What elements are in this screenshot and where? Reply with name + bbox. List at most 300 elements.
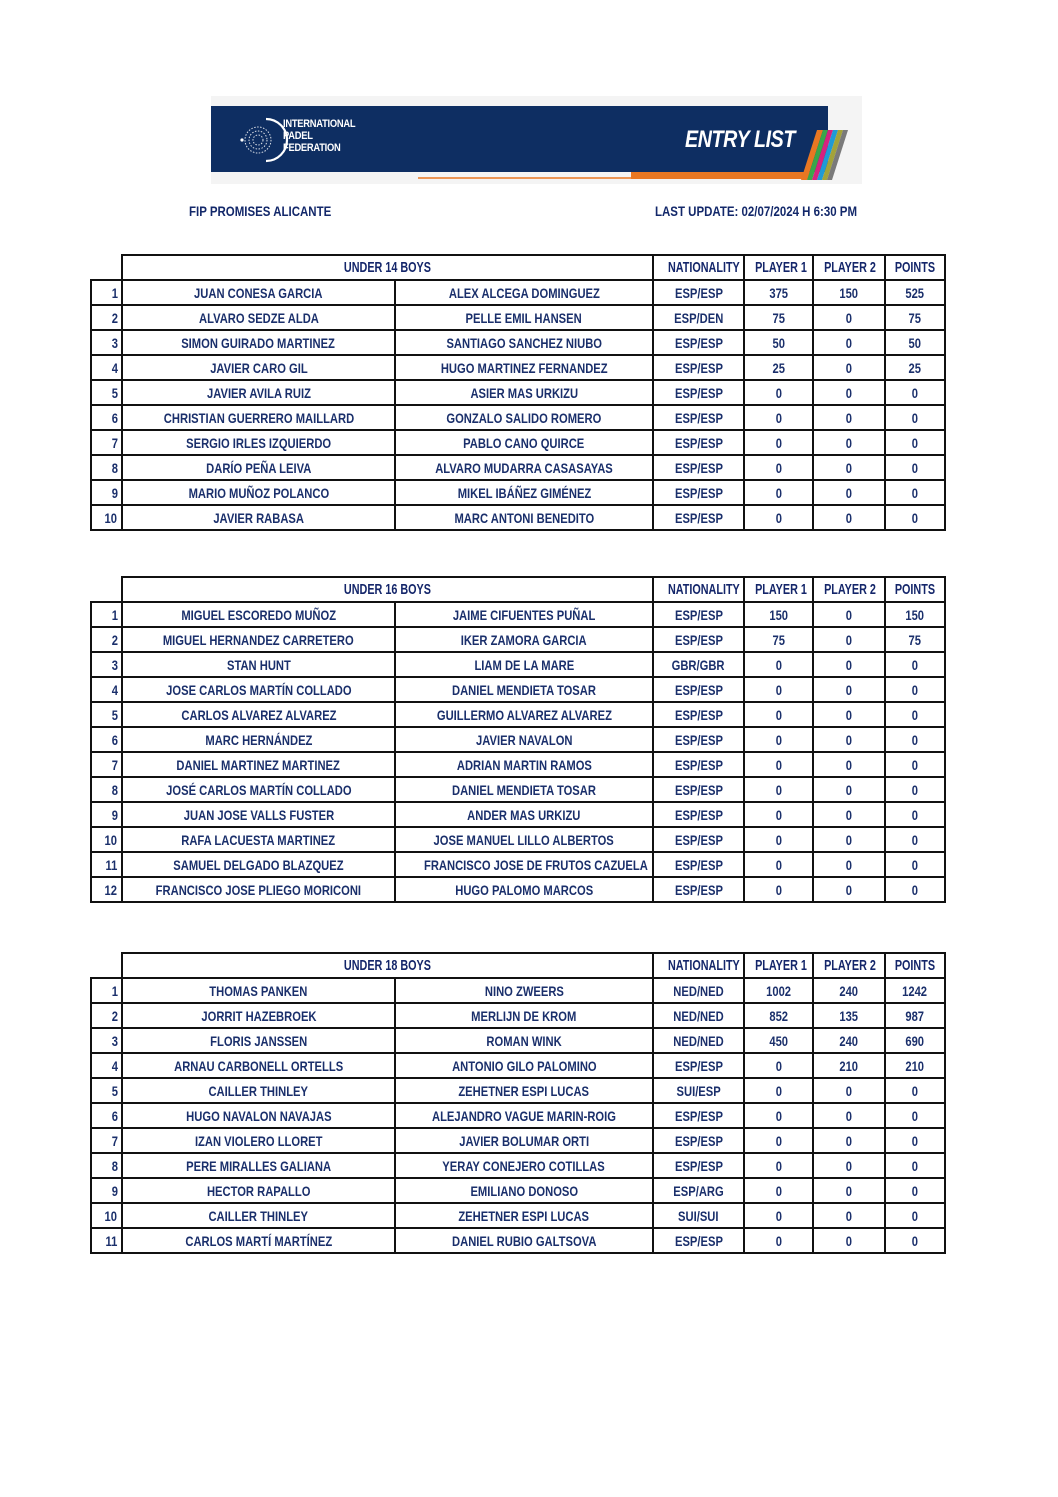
player-a-name: [122, 280, 395, 305]
player1-points: [744, 677, 813, 702]
total-points-text: 0: [911, 806, 919, 823]
player1-points-text: 0: [775, 656, 782, 673]
player1-points-text: 0: [775, 881, 782, 898]
player2-points: [813, 802, 885, 827]
player-a-name-text: DARÍO PEÑA LEIVA: [205, 459, 312, 476]
player1-points: [744, 505, 813, 530]
total-points: [885, 827, 945, 852]
player-b-name: [395, 1178, 653, 1203]
entry-list-title: ENTRY LIST: [685, 126, 795, 153]
player-b-name: [395, 1203, 653, 1228]
player1-points: [744, 355, 813, 380]
player2-points-text: 0: [845, 881, 853, 898]
row-number: [91, 827, 122, 852]
player-b-name-text: JAIME CIFUENTES PUÑAL: [452, 606, 596, 623]
col-player2-text: PLAYER 2: [824, 581, 876, 598]
nationality: [653, 1028, 744, 1053]
col-player1-text: PLAYER 1: [755, 957, 807, 974]
player1-points-text: 450: [769, 1032, 788, 1049]
player-b-name: [395, 752, 653, 777]
col-player1-text: PLAYER 1: [755, 581, 807, 598]
nationality-text: ESP/ESP: [674, 434, 723, 451]
total-points-text: 0: [911, 484, 919, 501]
player-b-name-text: ROMAN WINK: [486, 1032, 562, 1049]
player-b-name-text: ADRIAN MARTIN RAMOS: [456, 756, 592, 773]
player-a-name: [122, 627, 395, 652]
row-number-text: 4: [111, 359, 119, 376]
player1-points-text: 150: [769, 606, 788, 623]
player1-points: [744, 877, 813, 902]
player-b-name: [395, 305, 653, 330]
total-points: [885, 752, 945, 777]
player1-points: [744, 405, 813, 430]
player1-points: [744, 1178, 813, 1203]
row-number: [91, 802, 122, 827]
col-player1: [744, 953, 813, 978]
row-number-text: 8: [111, 781, 119, 798]
nationality-text: SUI/SUI: [678, 1207, 719, 1224]
total-points-text: 0: [911, 434, 919, 451]
player-a-name: [122, 877, 395, 902]
table-row: [91, 802, 945, 827]
player1-points: [744, 330, 813, 355]
player2-points-text: 0: [845, 606, 853, 623]
row-number-text: 1: [111, 982, 119, 999]
player-a-name: [122, 602, 395, 627]
row-number-text: 4: [111, 681, 119, 698]
player-a-name-text: THOMAS PANKEN: [209, 982, 308, 999]
player-a-name-text: HUGO NAVALON NAVAJAS: [185, 1107, 332, 1124]
player1-points-text: 0: [775, 781, 782, 798]
player-b-name: [395, 355, 653, 380]
nationality: [653, 355, 744, 380]
row-number: [91, 702, 122, 727]
player-a-name-text: JOSE CARLOS MARTÍN COLLADO: [165, 681, 352, 698]
player-a-name-text: JUAN CONESA GARCIA: [194, 284, 323, 301]
player1-points-text: 852: [769, 1007, 788, 1024]
table-row: [91, 727, 945, 752]
player2-points: [813, 602, 885, 627]
row-number-text: 6: [111, 409, 119, 426]
player-b-name-text: DANIEL MENDIETA TOSAR: [452, 781, 596, 798]
player1-points: [744, 752, 813, 777]
row-number-text: 2: [111, 631, 119, 648]
nationality-text: ESP/ESP: [674, 409, 723, 426]
player2-points-text: 0: [845, 434, 853, 451]
col-nationality: [653, 953, 744, 978]
table-row: [91, 1228, 945, 1253]
total-points-text: 0: [911, 731, 919, 748]
player1-points: [744, 380, 813, 405]
table-row: [91, 1178, 945, 1203]
table-row: [91, 380, 945, 405]
player1-points-text: 0: [775, 1182, 782, 1199]
total-points-text: 0: [911, 881, 919, 898]
nationality-text: ESP/ESP: [674, 284, 723, 301]
player-a-name: [122, 978, 395, 1003]
player-a-name: [122, 1078, 395, 1103]
col-nationality-text: NATIONALITY: [667, 957, 740, 974]
player-b-name-text: YERAY CONEJERO COTILLAS: [442, 1157, 606, 1174]
player-b-name: [395, 652, 653, 677]
player2-points-text: 0: [845, 631, 853, 648]
player-a-name: [122, 505, 395, 530]
row-number: [91, 355, 122, 380]
row-number-text: 9: [111, 484, 119, 501]
total-points: [885, 627, 945, 652]
nationality: [653, 1078, 744, 1103]
player2-points-text: 0: [845, 409, 853, 426]
player-b-name: [395, 827, 653, 852]
player1-points-text: 50: [772, 334, 785, 351]
nationality-text: GBR/GBR: [672, 656, 725, 673]
total-points-text: 0: [911, 1107, 919, 1124]
row-number-text: 7: [111, 756, 119, 773]
player1-points: [744, 1203, 813, 1228]
row-number-text: 5: [111, 384, 119, 401]
player2-points: [813, 1128, 885, 1153]
total-points: [885, 1003, 945, 1028]
total-points-text: 150: [905, 606, 925, 623]
row-number-text: 8: [111, 459, 119, 476]
nationality: [653, 877, 744, 902]
player2-points-text: 0: [845, 484, 853, 501]
total-points: [885, 355, 945, 380]
player1-points: [744, 305, 813, 330]
player1-points-text: 0: [775, 1132, 782, 1149]
player-a-name-text: HECTOR RAPALLO: [206, 1182, 311, 1199]
category-title: [122, 577, 653, 602]
total-points-text: 0: [911, 1232, 919, 1249]
col-player2: [813, 577, 885, 602]
nationality: [653, 727, 744, 752]
player1-points: [744, 1028, 813, 1053]
table-row: [91, 852, 945, 877]
player-a-name-text: SIMON GUIRADO MARTINEZ: [181, 334, 336, 351]
row-number-text: 7: [111, 1132, 119, 1149]
player2-points-text: 0: [845, 1132, 853, 1149]
logo-line: INTERNATIONAL: [283, 118, 356, 130]
nationality-text: ESP/ESP: [674, 384, 723, 401]
player2-points: [813, 777, 885, 802]
row-number: [91, 280, 122, 305]
player2-points-text: 135: [839, 1007, 859, 1024]
player-b-name-text: GONZALO SALIDO ROMERO: [446, 409, 602, 426]
player1-points-text: 0: [775, 409, 782, 426]
orange-bar: [631, 172, 811, 179]
player2-points: [813, 1078, 885, 1103]
player2-points: [813, 852, 885, 877]
player1-points-text: 375: [769, 284, 788, 301]
row-number: [91, 430, 122, 455]
col-nationality: [653, 577, 744, 602]
table-row: [91, 1128, 945, 1153]
player-b-name-text: PELLE EMIL HANSEN: [465, 309, 583, 326]
corner-cell: [91, 577, 122, 602]
row-number: [91, 455, 122, 480]
player1-points-text: 0: [775, 509, 782, 526]
player-b-name-text: GUILLERMO ALVAREZ ALVAREZ: [436, 706, 612, 723]
nationality-text: ESP/ESP: [674, 731, 723, 748]
nationality: [653, 802, 744, 827]
player-b-name: [395, 978, 653, 1003]
table-row: [91, 677, 945, 702]
table-row: [91, 330, 945, 355]
player1-points: [744, 802, 813, 827]
nationality: [653, 455, 744, 480]
player-a-name: [122, 1178, 395, 1203]
table-row: [91, 1203, 945, 1228]
total-points-text: 25: [908, 359, 922, 376]
player2-points: [813, 480, 885, 505]
player2-points: [813, 1028, 885, 1053]
player1-points-text: 0: [775, 731, 782, 748]
row-number: [91, 652, 122, 677]
table-row: [91, 1078, 945, 1103]
player1-points: [744, 627, 813, 652]
player2-points: [813, 505, 885, 530]
nationality: [653, 602, 744, 627]
total-points-text: 0: [911, 781, 919, 798]
player1-points: [744, 1003, 813, 1028]
player1-points: [744, 1078, 813, 1103]
player-b-name: [395, 777, 653, 802]
player-b-name: [395, 330, 653, 355]
player2-points: [813, 752, 885, 777]
entry-table: [90, 952, 946, 1254]
total-points: [885, 480, 945, 505]
total-points-text: 1242: [902, 982, 928, 999]
total-points: [885, 1103, 945, 1128]
total-points: [885, 405, 945, 430]
nationality: [653, 978, 744, 1003]
row-number: [91, 677, 122, 702]
player-b-name: [395, 1128, 653, 1153]
player-b-name: [395, 380, 653, 405]
player-a-name: [122, 852, 395, 877]
table-row: [91, 978, 945, 1003]
player2-points: [813, 652, 885, 677]
player2-points-text: 0: [845, 359, 853, 376]
player1-points: [744, 1103, 813, 1128]
player-a-name: [122, 1228, 395, 1253]
nationality: [653, 1103, 744, 1128]
total-points-text: 210: [905, 1057, 925, 1074]
total-points: [885, 505, 945, 530]
nationality: [653, 480, 744, 505]
header-banner: [211, 96, 862, 184]
nationality-text: ESP/ESP: [674, 631, 723, 648]
total-points: [885, 1128, 945, 1153]
player1-points-text: 0: [775, 681, 782, 698]
nationality-text: ESP/ESP: [674, 1157, 723, 1174]
nationality: [653, 827, 744, 852]
category-title-text: UNDER 18 BOYS: [343, 957, 432, 974]
player-b-name-text: ALEJANDRO VAGUE MARIN-ROIG: [432, 1107, 616, 1124]
player2-points: [813, 280, 885, 305]
player2-points-text: 0: [845, 1107, 853, 1124]
nationality: [653, 280, 744, 305]
player-a-name: [122, 380, 395, 405]
player-b-name-text: IKER ZAMORA GARCIA: [461, 631, 587, 648]
logo-text: [283, 118, 355, 154]
player-a-name-text: FLORIS JANSSEN: [209, 1032, 308, 1049]
row-number: [91, 480, 122, 505]
col-points-text: POINTS: [894, 259, 936, 276]
nationality: [653, 1153, 744, 1178]
total-points-text: 0: [911, 384, 919, 401]
nationality-text: ESP/ESP: [674, 1057, 723, 1074]
player1-points: [744, 602, 813, 627]
table-row: [91, 652, 945, 677]
row-number: [91, 602, 122, 627]
total-points: [885, 602, 945, 627]
player2-points: [813, 355, 885, 380]
player-b-name: [395, 602, 653, 627]
player2-points-text: 0: [845, 856, 853, 873]
nationality-text: ESP/DEN: [673, 309, 724, 326]
player2-points-text: 0: [845, 731, 853, 748]
row-number-text: 2: [111, 309, 119, 326]
player-b-name-text: JAVIER NAVALON: [475, 731, 573, 748]
table-row: [91, 1103, 945, 1128]
row-number-text: 10: [104, 1207, 118, 1224]
player2-points: [813, 1153, 885, 1178]
player1-points-text: 75: [772, 309, 785, 326]
row-number-text: 12: [104, 881, 118, 898]
player2-points: [813, 330, 885, 355]
player-b-name: [395, 852, 653, 877]
total-points: [885, 802, 945, 827]
total-points-text: 0: [911, 706, 919, 723]
player-a-name: [122, 1153, 395, 1178]
player2-points-text: 0: [845, 509, 853, 526]
fip-logo-icon: [240, 119, 287, 161]
row-number: [91, 1228, 122, 1253]
player2-points-text: 0: [845, 756, 853, 773]
total-points-text: 75: [908, 631, 922, 648]
entry-table: [90, 576, 946, 903]
player-b-name-text: MERLIJN DE KROM: [471, 1007, 577, 1024]
player-a-name-text: CAILLER THINLEY: [208, 1207, 309, 1224]
row-number: [91, 305, 122, 330]
total-points-text: 0: [911, 656, 919, 673]
row-number-text: 5: [111, 706, 119, 723]
player2-points-text: 210: [839, 1057, 859, 1074]
col-player2: [813, 953, 885, 978]
col-player2: [813, 255, 885, 280]
total-points: [885, 978, 945, 1003]
total-points: [885, 877, 945, 902]
total-points-text: 525: [905, 284, 925, 301]
row-number: [91, 852, 122, 877]
col-nationality-text: NATIONALITY: [667, 581, 740, 598]
nationality: [653, 777, 744, 802]
player1-points: [744, 1053, 813, 1078]
nationality: [653, 702, 744, 727]
col-player1: [744, 255, 813, 280]
row-number-text: 9: [111, 806, 119, 823]
nationality-text: NED/NED: [673, 982, 724, 999]
nationality-text: NED/NED: [673, 1007, 724, 1024]
player-a-name-text: CARLOS ALVAREZ ALVAREZ: [180, 706, 337, 723]
player-b-name: [395, 1153, 653, 1178]
player-b-name: [395, 677, 653, 702]
player-b-name: [395, 1228, 653, 1253]
nationality: [653, 752, 744, 777]
player1-points-text: 0: [775, 1107, 782, 1124]
player-a-name: [122, 455, 395, 480]
row-number: [91, 1153, 122, 1178]
player-a-name-text: JAVIER AVILA RUIZ: [206, 384, 311, 401]
total-points-text: 0: [911, 1082, 919, 1099]
total-points: [885, 1228, 945, 1253]
player1-points-text: 0: [775, 459, 782, 476]
total-points-text: 75: [908, 309, 922, 326]
table-row: [91, 280, 945, 305]
player1-points: [744, 1128, 813, 1153]
table-header-row: [91, 255, 945, 280]
col-player1-text: PLAYER 1: [755, 259, 807, 276]
nationality: [653, 627, 744, 652]
total-points: [885, 380, 945, 405]
player1-points-text: 25: [772, 359, 785, 376]
player-b-name-text: ANDER MAS URKIZU: [467, 806, 581, 823]
player-b-name-text: FRANCISCO JOSE DE FRUTOS CAZUELA: [423, 856, 648, 873]
player1-points: [744, 852, 813, 877]
player2-points-text: 0: [845, 831, 853, 848]
table-row: [91, 827, 945, 852]
table-row: [91, 627, 945, 652]
nationality: [653, 430, 744, 455]
total-points-text: 690: [905, 1032, 925, 1049]
col-points: [885, 577, 945, 602]
table-row: [91, 752, 945, 777]
player-a-name-text: FRANCISCO JOSE PLIEGO MORICONI: [155, 881, 362, 898]
player-a-name: [122, 752, 395, 777]
row-number: [91, 380, 122, 405]
player2-points: [813, 827, 885, 852]
total-points-text: 0: [911, 459, 919, 476]
table-row: [91, 405, 945, 430]
nationality-text: NED/NED: [673, 1032, 724, 1049]
nationality-text: ESP/ESP: [674, 1132, 723, 1149]
total-points-text: 0: [911, 1157, 919, 1174]
player-a-name-text: MIGUEL HERNANDEZ CARRETERO: [163, 631, 354, 648]
player-b-name: [395, 727, 653, 752]
total-points: [885, 1028, 945, 1053]
table-row: [91, 455, 945, 480]
total-points-text: 0: [911, 856, 919, 873]
player2-points: [813, 1178, 885, 1203]
player-a-name-text: JUAN JOSE VALLS FUSTER: [183, 806, 334, 823]
player-b-name: [395, 802, 653, 827]
total-points: [885, 280, 945, 305]
row-number-text: 6: [111, 1107, 119, 1124]
nationality: [653, 380, 744, 405]
player-b-name: [395, 430, 653, 455]
player-a-name-text: IZAN VIOLERO LLORET: [194, 1132, 323, 1149]
player2-points: [813, 305, 885, 330]
row-number: [91, 405, 122, 430]
player-b-name: [395, 1028, 653, 1053]
nationality-text: ESP/ESP: [674, 1107, 723, 1124]
row-number: [91, 727, 122, 752]
player1-points-text: 0: [775, 756, 782, 773]
corner-cell: [91, 953, 122, 978]
player-b-name: [395, 1003, 653, 1028]
player1-points-text: 0: [775, 434, 782, 451]
